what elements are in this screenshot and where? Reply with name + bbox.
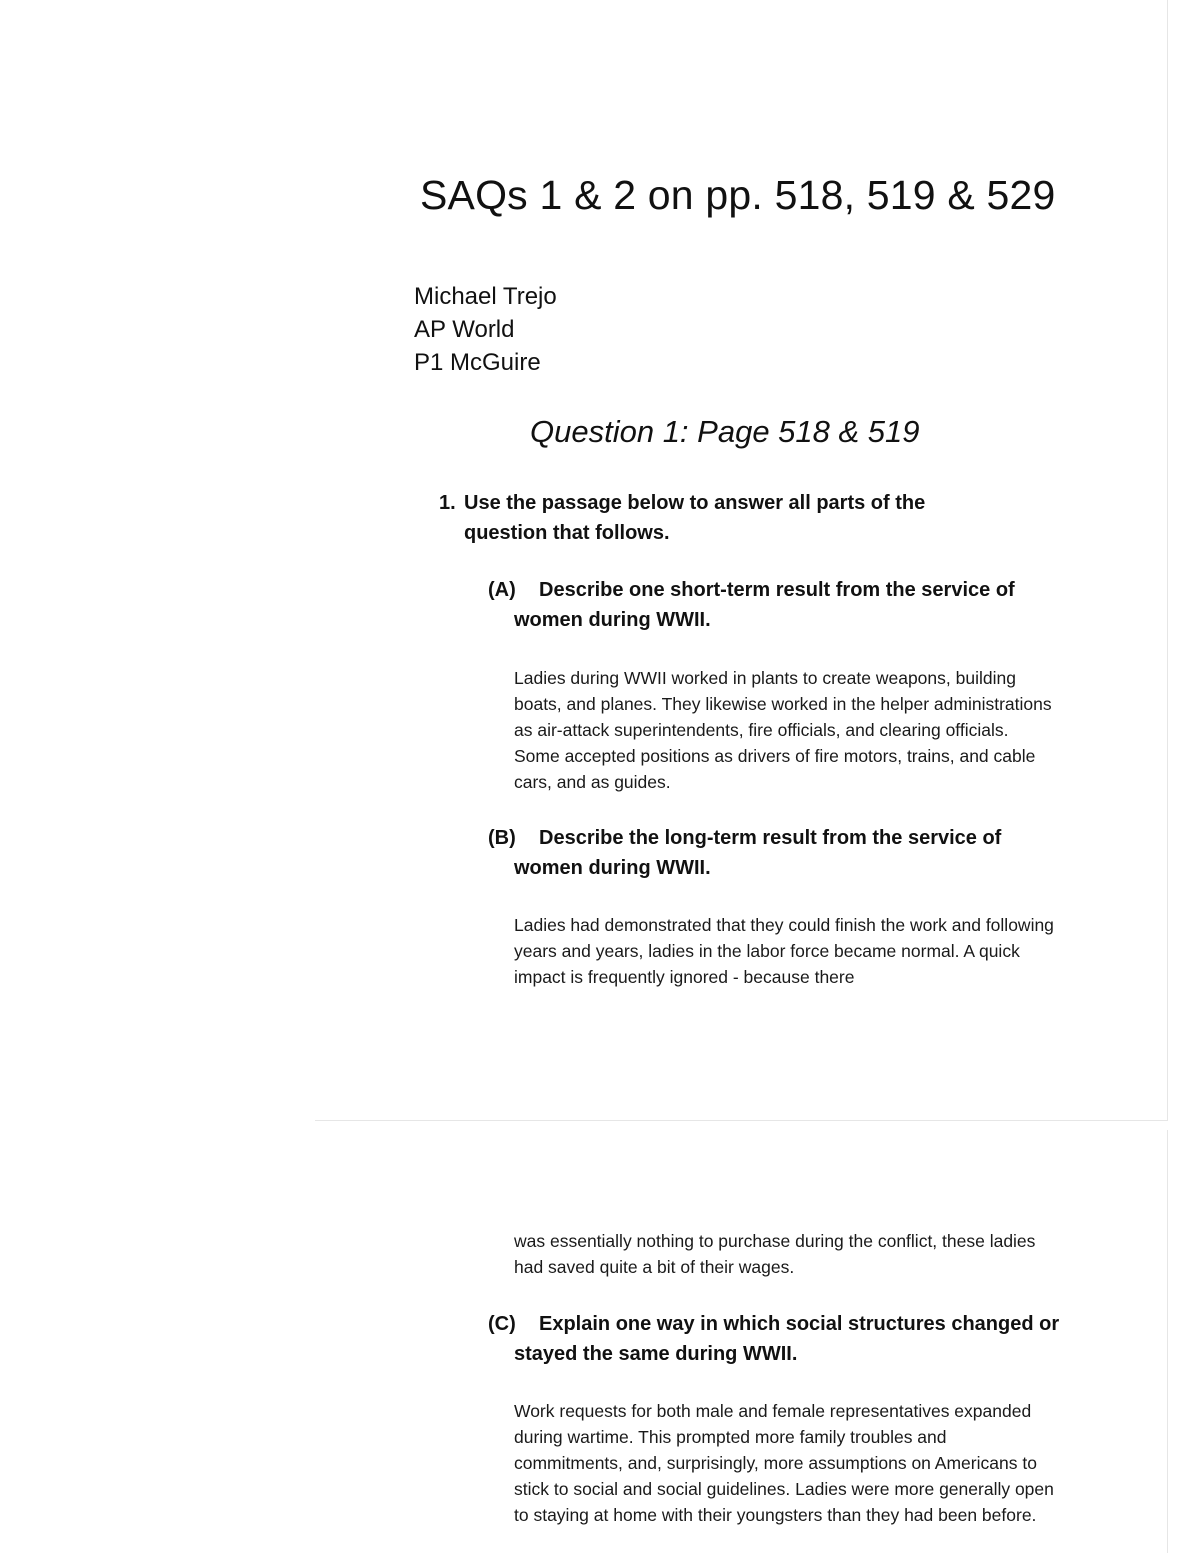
part-b-answer-end: was essentially nothing to purchase during the conflict, these ladies had saved quite a bit of their wages.: [514, 1231, 1036, 1277]
question-number: 1.: [439, 492, 456, 514]
author-name: Michael Trejo: [414, 283, 557, 310]
course-name: AP World: [414, 316, 515, 343]
part-c-label: (C): [488, 1313, 516, 1335]
part-a-answer: Ladies during WWII worked in plants to create weapons, building boats, and planes. They likewise worked in the helper administrations as air-attack superintendents, fire officials, and clearing officials. Some accepted positions as drivers of fire motors, trains, and cable cars, and as guides.: [514, 668, 1052, 792]
class-period: P1 McGuire: [414, 349, 541, 376]
part-c-prompt-text: Explain one way in which social structures changed or stayed the same during WWII.: [514, 1313, 1060, 1365]
part-c-answer: Work requests for both male and female representatives expanded during wartime. This prompted more family troubles and commitments, and, surprisingly, more assumptions on Americans to stick to social and social guidelines. Ladies were more generally open to staying at home with their youngsters than they had been before.: [514, 1401, 1054, 1525]
question-intro: [439, 488, 999, 548]
question-heading: Question 1: Page 518 & 519: [530, 414, 920, 449]
part-a-label: (A): [488, 579, 516, 601]
part-b-label: (B): [488, 827, 516, 849]
part-a-prompt: [488, 575, 1068, 635]
document-page-2: [315, 1130, 1168, 1553]
document-title: SAQs 1 & 2 on pp. 518, 519 & 529: [420, 172, 1056, 218]
document-page-1: [315, 0, 1168, 1121]
part-b-prompt-text: Describe the long-term result from the service of women during WWII.: [514, 827, 1002, 879]
part-a-prompt-text: Describe one short-term result from the service of women during WWII.: [514, 579, 1015, 631]
part-c-prompt: [488, 1309, 1068, 1369]
part-b-answer-continued: Ladies had demonstrated that they could finish the work and following years and years, ladies in the labor force became normal. A quick impact is frequently ignored - because there: [514, 915, 1054, 987]
part-b-prompt: [488, 823, 1068, 883]
question-intro-text: Use the passage below to answer all parts of the question that follows.: [464, 492, 926, 544]
